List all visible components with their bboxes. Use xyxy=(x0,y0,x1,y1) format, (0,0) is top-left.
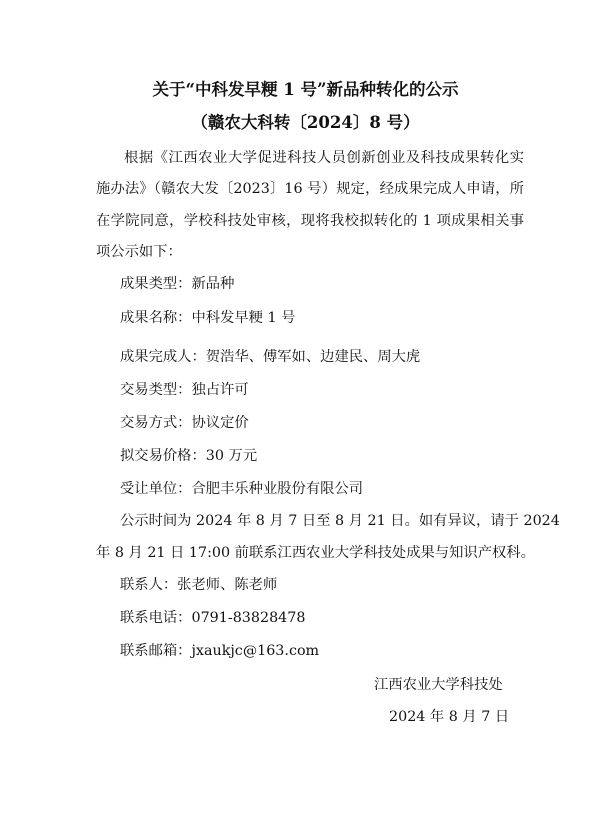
field-deal-method: 交易方式：协议定价 xyxy=(120,415,249,431)
signature-date: 2024 年 8 月 7 日 xyxy=(389,709,510,725)
field-deal-type: 交易类型：独占许可 xyxy=(120,382,249,398)
field-result-type: 成果类型：新品种 xyxy=(120,276,235,292)
contact-email: 联系邮箱：jxaukjc@163.com xyxy=(120,643,320,659)
signature-org: 江西农业大学科技处 xyxy=(374,677,503,693)
field-assignee: 受让单位：合肥丰乐种业股份有限公司 xyxy=(120,481,364,497)
field-result-name: 成果名称：中科发早粳 1 号 xyxy=(120,310,296,326)
notice-line-1: 公示时间为 2024 年 8 月 7 日至 8 月 21 日。如有异议，请于 2024 xyxy=(120,513,560,529)
intro-paragraph: 根据《江西农业大学促进科技人员创新创业及科技成果转化实施办法》（赣农大发〔2023〕16 号）规定，经成果完成人申请，所在学院同意，学校科技处审核，现将我校拟转化的 1 项成果相关事项公示如下： xyxy=(96,150,524,260)
field-price: 拟交易价格：30 万元 xyxy=(120,448,258,464)
contact-phone: 联系电话：0791-83828478 xyxy=(120,610,306,626)
page-title: 关于“中科发早粳 1 号”新品种转化的公示 xyxy=(152,80,459,99)
document-number: （赣农大科转〔2024〕8 号） xyxy=(191,113,420,132)
field-inventors: 成果完成人：贺浩华、傅军如、边建民、周大虎 xyxy=(120,349,421,365)
notice-line-2: 年 8 月 21 日 17:00 前联系江西农业大学科技处成果与知识产权科。 xyxy=(96,545,535,561)
contact-person: 联系人：张老师、陈老师 xyxy=(120,577,278,593)
